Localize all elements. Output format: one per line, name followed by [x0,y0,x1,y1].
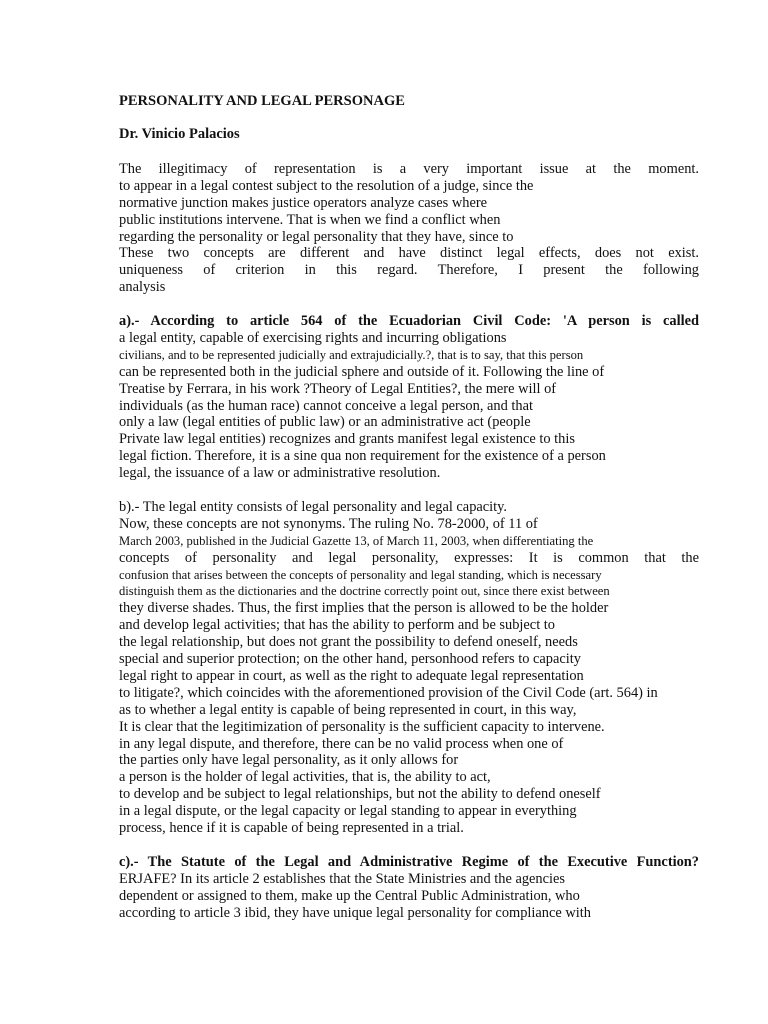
section-a-line: Treatise by Ferrara, in his work ?Theory of Legal Entities?, the mere will of [119,380,557,397]
section-b-line: in any legal dispute, and therefore, there can be no valid process when one of [119,735,564,752]
section-b-line: b).- The legal entity consists of legal personality and legal capacity. [119,499,508,516]
intro-paragraph [119,161,709,296]
section-b-line: process, hence if it is capable of being represented in a trial. [119,819,464,836]
section-a-line: Private law legal entities) recognizes and grants manifest legal existence to this [119,431,575,448]
section-b-line: they diverse shades. Thus, the first implies that the person is allowed to be the holder [119,600,609,617]
section-b-line: Now, these concepts are not synonyms. The ruling No. 78-2000, of 11 of [119,515,538,532]
section-b-line: special and superior protection; on the other hand, personhood refers to capacity [119,651,581,668]
intro-line: The illegitimacy of representation is a very important issue at the moment. [119,161,699,177]
section-a-line: only a law (legal entities of public law) or an administrative act (people [119,414,531,431]
section-c-line: ERJAFE? In its article 2 establishes that the State Ministries and the agencies [119,870,566,887]
section-b-line: March 2003, published in the Judicial Gazette 13, of March 11, 2003, when differentiating the [119,533,594,548]
intro-line: to appear in a legal contest subject to the resolution of a judge, since the [119,177,534,194]
intro-line: uniqueness of criterion in this regard. Therefore, I present the following [119,262,699,279]
section-b-line: in a legal dispute, or the legal capacity or legal standing to appear in everything [119,803,577,820]
section-b-line: the parties only have legal personality, as it only allows for [119,752,459,769]
intro-line: These two concepts are different and have distinct legal effects, does not exist. [119,245,699,262]
section-b-paragraph [119,499,709,837]
section-c-paragraph [119,854,709,922]
intro-line: regarding the personality or legal personality that they have, since to [119,228,514,245]
section-b-line: the legal relationship, but does not grant the possibility to defend oneself, needs [119,634,578,651]
section-a-line: legal fiction. Therefore, it is a sine qua non requirement for the existence of a person [119,448,606,465]
intro-line: analysis [119,279,166,296]
intro-line: normative junction makes justice operators analyze cases where [119,194,488,211]
section-b-line: as to whether a legal entity is capable of being represented in court, in this way, [119,701,577,718]
section-a-paragraph [119,313,709,482]
intro-line: public institutions intervene. That is when we find a conflict when [119,211,501,228]
document-page [119,93,709,921]
section-a-line: civilians, and to be represented judicially and extrajudicially.?, that is to say, that this person [119,347,584,362]
section-b-line: legal right to appear in court, as well as the right to adequate legal representation [119,667,584,684]
section-b-line: a person is the holder of legal activities, that is, the ability to act, [119,769,491,786]
section-c-line: according to article 3 ibid, they have unique legal personality for compliance with [119,904,591,921]
section-a-line: a legal entity, capable of exercising rights and incurring obligations [119,330,507,347]
section-b-line: concepts of personality and legal personality, expresses: It is common that the [119,549,699,566]
section-b-line: distinguish them as the dictionaries and the doctrine correctly point out, since there exist between [119,584,610,599]
section-c-heading-line: c).- The Statute of the Legal and Administrative Regime of the Executive Function? [119,853,699,870]
section-c-line: dependent or assigned to them, make up the Central Public Administration, who [119,887,580,904]
section-b-line: and develop legal activities; that has the ability to perform and be subject to [119,617,555,634]
section-a-line: legal, the issuance of a law or administrative resolution. [119,465,441,482]
section-a-line: can be represented both in the judicial sphere and outside of it. Following the line of [119,363,605,380]
document-author: Dr. Vinicio Palacios [119,126,240,142]
section-a-line: individuals (as the human race) cannot conceive a legal person, and that [119,397,533,414]
section-b-line: confusion that arises between the concepts of personality and legal standing, which is necessary [119,567,602,582]
document-title: PERSONALITY AND LEGAL PERSONAGE [119,93,405,109]
section-a-heading-line: a).- According to article 564 of the Ecuadorian Civil Code: 'A person is called [119,313,699,330]
section-b-line: to develop and be subject to legal relationships, but not the ability to defend oneself [119,786,601,803]
section-b-line: It is clear that the legitimization of personality is the sufficient capacity to intervene. [119,718,605,735]
section-b-line: to litigate?, which coincides with the aforementioned provision of the Civil Code (art. 564) in [119,684,658,701]
